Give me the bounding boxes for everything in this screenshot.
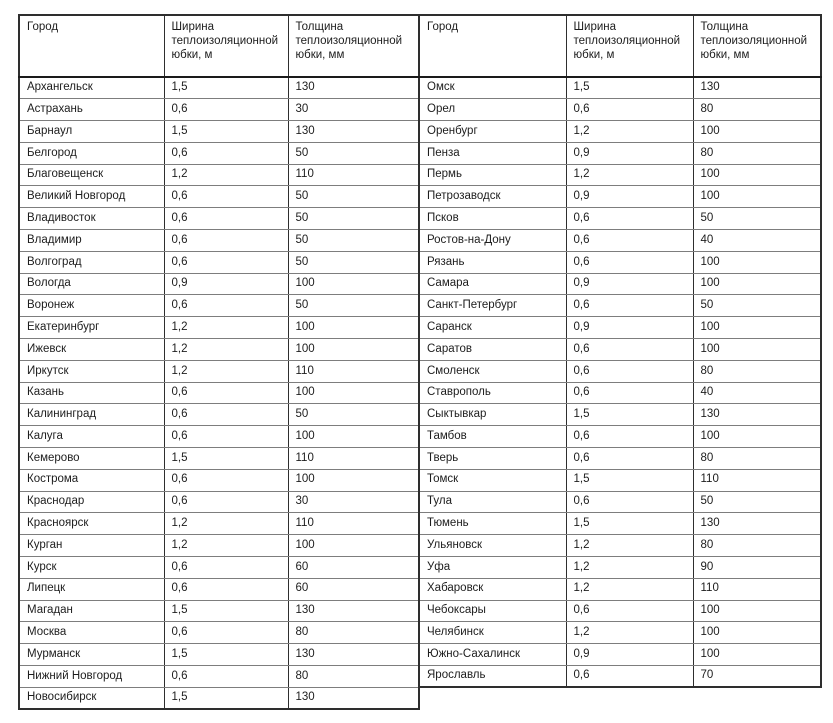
table-row bbox=[19, 382, 419, 404]
width-cell: 0,6 bbox=[566, 600, 693, 622]
table-row bbox=[419, 142, 821, 164]
city-cell: Владивосток bbox=[19, 208, 164, 230]
width-cell: 1,5 bbox=[164, 644, 288, 666]
table-row bbox=[19, 622, 419, 644]
city-cell: Владимир bbox=[19, 230, 164, 252]
city-cell: Москва bbox=[19, 622, 164, 644]
table-row bbox=[419, 121, 821, 143]
table-row bbox=[19, 251, 419, 273]
city-cell: Ставрополь bbox=[419, 382, 566, 404]
table-row bbox=[419, 360, 821, 382]
table-row bbox=[419, 666, 821, 688]
width-cell: 1,2 bbox=[566, 622, 693, 644]
city-cell: Челябинск bbox=[419, 622, 566, 644]
table-row bbox=[419, 208, 821, 230]
thickness-cell: 40 bbox=[693, 382, 821, 404]
table-row bbox=[419, 230, 821, 252]
table-row bbox=[419, 557, 821, 579]
city-cell: Барнаул bbox=[19, 121, 164, 143]
thickness-cell: 100 bbox=[288, 317, 419, 339]
table-row bbox=[19, 426, 419, 448]
thickness-cell: 60 bbox=[288, 578, 419, 600]
city-cell: Псков bbox=[419, 208, 566, 230]
city-cell: Липецк bbox=[19, 578, 164, 600]
width-cell: 0,6 bbox=[164, 578, 288, 600]
table-row bbox=[419, 622, 821, 644]
thickness-cell: 50 bbox=[288, 230, 419, 252]
city-cell: Кемерово bbox=[19, 448, 164, 470]
width-cell: 1,2 bbox=[164, 535, 288, 557]
width-cell: 0,6 bbox=[566, 339, 693, 361]
table-row bbox=[19, 360, 419, 382]
width-cell: 1,2 bbox=[164, 339, 288, 361]
city-cell: Петрозаводск bbox=[419, 186, 566, 208]
thickness-cell: 100 bbox=[693, 273, 821, 295]
table-row bbox=[19, 644, 419, 666]
thickness-cell: 40 bbox=[693, 230, 821, 252]
city-cell: Тула bbox=[419, 491, 566, 513]
column-header-city: Город bbox=[19, 15, 164, 77]
thickness-cell: 100 bbox=[288, 339, 419, 361]
city-cell: Рязань bbox=[419, 251, 566, 273]
table-row bbox=[19, 557, 419, 579]
width-cell: 0,6 bbox=[164, 557, 288, 579]
table-row bbox=[19, 491, 419, 513]
width-cell: 0,6 bbox=[566, 251, 693, 273]
thickness-cell: 50 bbox=[288, 142, 419, 164]
width-cell: 1,2 bbox=[164, 164, 288, 186]
thickness-cell: 110 bbox=[693, 469, 821, 491]
thickness-cell: 100 bbox=[693, 426, 821, 448]
city-cell: Кострома bbox=[19, 469, 164, 491]
thickness-cell: 110 bbox=[288, 164, 419, 186]
table-row bbox=[19, 317, 419, 339]
width-cell: 1,5 bbox=[566, 513, 693, 535]
column-header-skirt-thickness: Толщина теплоизоляционной юбки, мм bbox=[288, 15, 419, 77]
width-cell: 1,2 bbox=[164, 317, 288, 339]
table-row bbox=[419, 382, 821, 404]
thickness-cell: 100 bbox=[693, 164, 821, 186]
width-cell: 0,6 bbox=[164, 666, 288, 688]
thickness-cell: 50 bbox=[693, 491, 821, 513]
city-cell: Томск bbox=[419, 469, 566, 491]
city-cell: Великий Новгород bbox=[19, 186, 164, 208]
city-cell: Хабаровск bbox=[419, 578, 566, 600]
column-header-city: Город bbox=[419, 15, 566, 77]
city-cell: Оренбург bbox=[419, 121, 566, 143]
width-cell: 0,6 bbox=[164, 426, 288, 448]
table-row bbox=[419, 186, 821, 208]
width-cell: 1,5 bbox=[566, 404, 693, 426]
table-row bbox=[419, 535, 821, 557]
thickness-cell: 80 bbox=[693, 535, 821, 557]
city-cell: Сыктывкар bbox=[419, 404, 566, 426]
city-cell: Краснодар bbox=[19, 491, 164, 513]
thickness-cell: 100 bbox=[693, 339, 821, 361]
thickness-cell: 100 bbox=[288, 535, 419, 557]
thickness-cell: 110 bbox=[693, 578, 821, 600]
table-row bbox=[19, 230, 419, 252]
width-cell: 1,5 bbox=[566, 469, 693, 491]
table-row bbox=[19, 448, 419, 470]
table-body bbox=[419, 77, 821, 687]
width-cell: 0,6 bbox=[566, 230, 693, 252]
table-row bbox=[419, 77, 821, 99]
table-row bbox=[419, 317, 821, 339]
width-cell: 1,5 bbox=[164, 77, 288, 99]
city-cell: Ярославль bbox=[419, 666, 566, 688]
table-row bbox=[419, 426, 821, 448]
table-row bbox=[19, 164, 419, 186]
thickness-cell: 50 bbox=[288, 295, 419, 317]
thickness-cell: 130 bbox=[288, 600, 419, 622]
city-cell: Тамбов bbox=[419, 426, 566, 448]
width-cell: 0,6 bbox=[164, 469, 288, 491]
thickness-cell: 100 bbox=[288, 426, 419, 448]
table-row bbox=[19, 142, 419, 164]
table-row bbox=[419, 404, 821, 426]
city-cell: Казань bbox=[19, 382, 164, 404]
city-cell: Благовещенск bbox=[19, 164, 164, 186]
city-cell: Иркутск bbox=[19, 360, 164, 382]
thickness-cell: 110 bbox=[288, 513, 419, 535]
thickness-cell: 80 bbox=[693, 142, 821, 164]
thickness-cell: 90 bbox=[693, 557, 821, 579]
city-cell: Пермь bbox=[419, 164, 566, 186]
thickness-cell: 100 bbox=[693, 121, 821, 143]
thickness-cell: 100 bbox=[288, 382, 419, 404]
thickness-cell: 130 bbox=[288, 644, 419, 666]
thickness-cell: 130 bbox=[288, 121, 419, 143]
city-cell: Пенза bbox=[419, 142, 566, 164]
table-row bbox=[19, 600, 419, 622]
thickness-cell: 80 bbox=[693, 360, 821, 382]
width-cell: 0,6 bbox=[566, 491, 693, 513]
thickness-cell: 100 bbox=[693, 251, 821, 273]
width-cell: 0,6 bbox=[164, 622, 288, 644]
thickness-cell: 100 bbox=[693, 600, 821, 622]
thickness-cell: 100 bbox=[288, 273, 419, 295]
width-cell: 0,6 bbox=[566, 666, 693, 688]
thickness-cell: 50 bbox=[288, 208, 419, 230]
table-row bbox=[19, 535, 419, 557]
table-row bbox=[19, 339, 419, 361]
table-row bbox=[19, 513, 419, 535]
table-row bbox=[19, 687, 419, 709]
width-cell: 1,5 bbox=[164, 687, 288, 709]
width-cell: 0,6 bbox=[164, 186, 288, 208]
table-header bbox=[19, 15, 419, 77]
width-cell: 0,6 bbox=[164, 382, 288, 404]
width-cell: 0,9 bbox=[164, 273, 288, 295]
width-cell: 0,6 bbox=[164, 99, 288, 121]
width-cell: 0,9 bbox=[566, 317, 693, 339]
city-cell: Тюмень bbox=[419, 513, 566, 535]
thickness-cell: 70 bbox=[693, 666, 821, 688]
thickness-cell: 80 bbox=[693, 99, 821, 121]
width-cell: 0,6 bbox=[164, 295, 288, 317]
city-cell: Самара bbox=[419, 273, 566, 295]
width-cell: 1,5 bbox=[164, 448, 288, 470]
city-cell: Саратов bbox=[419, 339, 566, 361]
city-cell: Саранск bbox=[419, 317, 566, 339]
table-body bbox=[19, 77, 419, 709]
thickness-cell: 100 bbox=[693, 644, 821, 666]
table-row bbox=[419, 99, 821, 121]
thickness-cell: 50 bbox=[288, 404, 419, 426]
width-cell: 0,6 bbox=[566, 99, 693, 121]
thickness-cell: 130 bbox=[693, 404, 821, 426]
table-row bbox=[19, 404, 419, 426]
table-row bbox=[419, 600, 821, 622]
city-cell: Мурманск bbox=[19, 644, 164, 666]
width-cell: 0,6 bbox=[566, 426, 693, 448]
thickness-cell: 80 bbox=[288, 666, 419, 688]
city-cell: Архангельск bbox=[19, 77, 164, 99]
table-row bbox=[19, 186, 419, 208]
city-cell: Тверь bbox=[419, 448, 566, 470]
width-cell: 0,6 bbox=[164, 230, 288, 252]
width-cell: 0,6 bbox=[566, 382, 693, 404]
thickness-cell: 100 bbox=[693, 317, 821, 339]
width-cell: 1,5 bbox=[164, 600, 288, 622]
width-cell: 0,9 bbox=[566, 186, 693, 208]
city-cell: Астрахань bbox=[19, 99, 164, 121]
city-cell: Воронеж bbox=[19, 295, 164, 317]
width-cell: 1,2 bbox=[164, 513, 288, 535]
width-cell: 0,9 bbox=[566, 142, 693, 164]
width-cell: 0,6 bbox=[164, 251, 288, 273]
table-row bbox=[19, 99, 419, 121]
width-cell: 0,9 bbox=[566, 273, 693, 295]
table-row bbox=[419, 295, 821, 317]
table-row bbox=[419, 164, 821, 186]
width-cell: 1,2 bbox=[566, 121, 693, 143]
column-header-skirt-thickness: Толщина теплоизоляционной юбки, мм bbox=[693, 15, 821, 77]
table-row bbox=[19, 273, 419, 295]
city-cell: Волгоград bbox=[19, 251, 164, 273]
width-cell: 1,2 bbox=[566, 535, 693, 557]
header-row bbox=[419, 15, 821, 77]
city-cell: Ульяновск bbox=[419, 535, 566, 557]
width-cell: 1,2 bbox=[566, 557, 693, 579]
city-cell: Чебоксары bbox=[419, 600, 566, 622]
city-cell: Орел bbox=[419, 99, 566, 121]
table-row bbox=[419, 339, 821, 361]
thickness-cell: 130 bbox=[288, 77, 419, 99]
thickness-cell: 60 bbox=[288, 557, 419, 579]
insulation-skirt-table-right bbox=[418, 14, 822, 688]
width-cell: 0,6 bbox=[566, 448, 693, 470]
table-row bbox=[19, 469, 419, 491]
width-cell: 0,6 bbox=[164, 491, 288, 513]
city-cell: Омск bbox=[419, 77, 566, 99]
width-cell: 0,6 bbox=[566, 295, 693, 317]
thickness-cell: 80 bbox=[288, 622, 419, 644]
table-row bbox=[19, 666, 419, 688]
table-row bbox=[19, 578, 419, 600]
width-cell: 1,2 bbox=[566, 578, 693, 600]
table-row bbox=[19, 295, 419, 317]
thickness-cell: 50 bbox=[693, 208, 821, 230]
width-cell: 0,6 bbox=[566, 360, 693, 382]
table-row bbox=[19, 77, 419, 99]
city-cell: Ростов-на-Дону bbox=[419, 230, 566, 252]
city-cell: Южно-Сахалинск bbox=[419, 644, 566, 666]
width-cell: 1,2 bbox=[164, 360, 288, 382]
thickness-cell: 50 bbox=[693, 295, 821, 317]
table-row bbox=[19, 121, 419, 143]
table-row bbox=[419, 491, 821, 513]
table-row bbox=[419, 469, 821, 491]
width-cell: 0,6 bbox=[566, 208, 693, 230]
table-header bbox=[419, 15, 821, 77]
thickness-cell: 30 bbox=[288, 99, 419, 121]
thickness-cell: 130 bbox=[288, 687, 419, 709]
table-row bbox=[419, 644, 821, 666]
column-header-skirt-width: Ширина теплоизоляционной юбки, м bbox=[566, 15, 693, 77]
city-cell: Новосибирск bbox=[19, 687, 164, 709]
thickness-cell: 130 bbox=[693, 77, 821, 99]
city-cell: Курск bbox=[19, 557, 164, 579]
thickness-cell: 100 bbox=[288, 469, 419, 491]
insulation-skirt-table-left bbox=[18, 14, 420, 710]
city-cell: Нижний Новгород bbox=[19, 666, 164, 688]
city-cell: Белгород bbox=[19, 142, 164, 164]
width-cell: 0,6 bbox=[164, 208, 288, 230]
thickness-cell: 50 bbox=[288, 186, 419, 208]
city-cell: Красноярск bbox=[19, 513, 164, 535]
table-row bbox=[419, 513, 821, 535]
table-row bbox=[419, 273, 821, 295]
width-cell: 1,2 bbox=[566, 164, 693, 186]
width-cell: 1,5 bbox=[566, 77, 693, 99]
header-row bbox=[19, 15, 419, 77]
city-cell: Екатеринбург bbox=[19, 317, 164, 339]
thickness-cell: 50 bbox=[288, 251, 419, 273]
city-cell: Калуга bbox=[19, 426, 164, 448]
thickness-cell: 130 bbox=[693, 513, 821, 535]
city-cell: Смоленск bbox=[419, 360, 566, 382]
table-row bbox=[419, 578, 821, 600]
column-header-skirt-width: Ширина теплоизоляционной юбки, м bbox=[164, 15, 288, 77]
table-row bbox=[19, 208, 419, 230]
city-cell: Санкт-Петербург bbox=[419, 295, 566, 317]
thickness-cell: 100 bbox=[693, 186, 821, 208]
city-cell: Курган bbox=[19, 535, 164, 557]
width-cell: 1,5 bbox=[164, 121, 288, 143]
thickness-cell: 110 bbox=[288, 448, 419, 470]
thickness-cell: 110 bbox=[288, 360, 419, 382]
city-cell: Магадан bbox=[19, 600, 164, 622]
width-cell: 0,9 bbox=[566, 644, 693, 666]
city-cell: Уфа bbox=[419, 557, 566, 579]
width-cell: 0,6 bbox=[164, 142, 288, 164]
table-row bbox=[419, 448, 821, 470]
thickness-cell: 30 bbox=[288, 491, 419, 513]
table-row bbox=[419, 251, 821, 273]
width-cell: 0,6 bbox=[164, 404, 288, 426]
thickness-cell: 100 bbox=[693, 622, 821, 644]
thickness-cell: 80 bbox=[693, 448, 821, 470]
city-cell: Калининград bbox=[19, 404, 164, 426]
city-cell: Ижевск bbox=[19, 339, 164, 361]
city-cell: Вологда bbox=[19, 273, 164, 295]
